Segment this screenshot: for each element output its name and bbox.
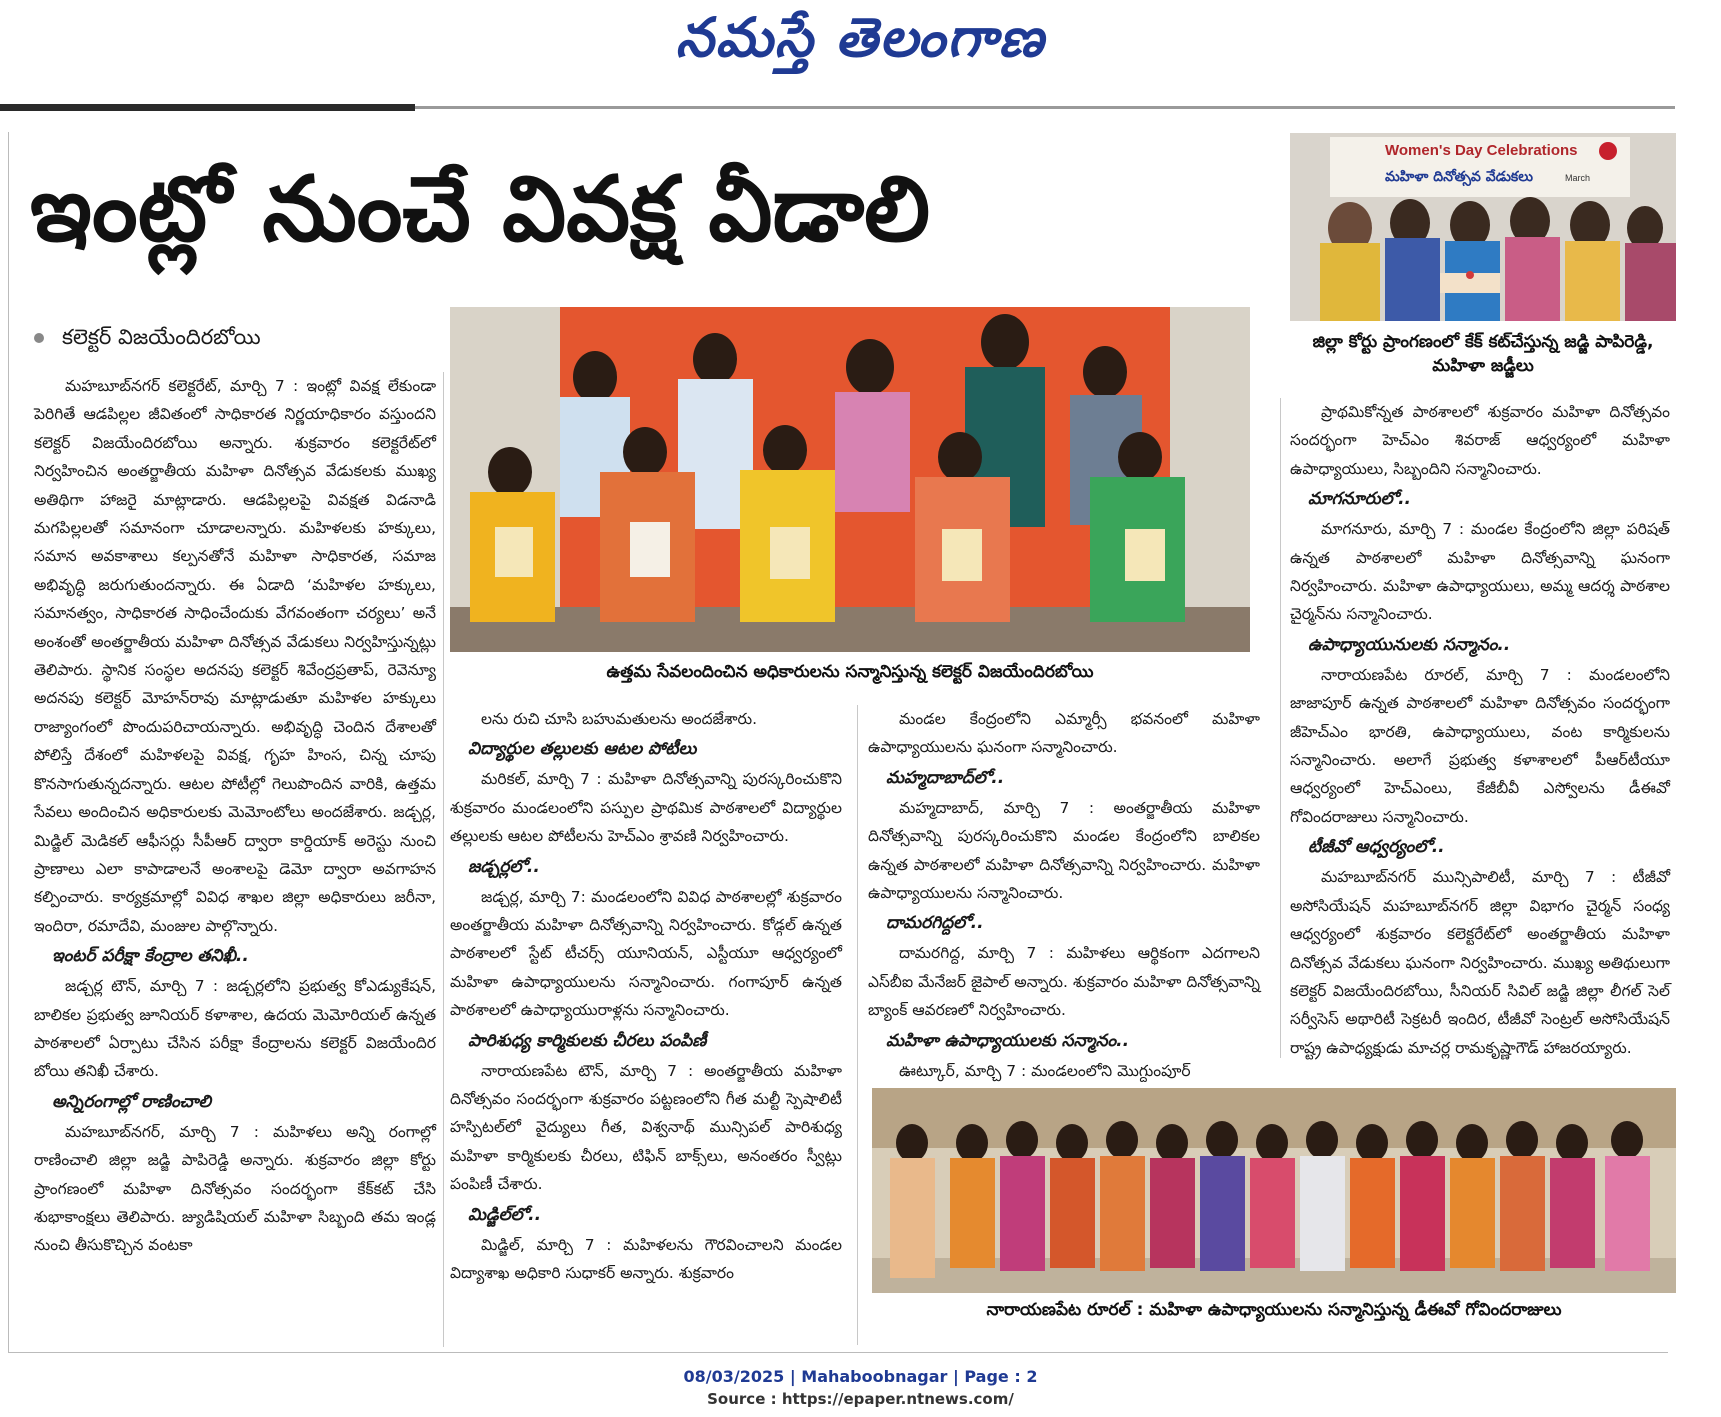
subheading: జడ్చర్లలో.. bbox=[468, 856, 540, 877]
paragraph: దామరగిద్ద, మార్చి 7 : మహిళలు ఆర్థికంగా ఎదగాలని ఎస్‌బీఐ మేనేజర్ జైపాల్ అన్నారు. శుక్రవారం మహిళా దినోత్సవాన్ని బ్యాంక్ ఆవరణలో నిర్వహించారు. bbox=[868, 944, 1260, 1020]
photo-banner-title: Women's Day Celebrations bbox=[1385, 142, 1578, 159]
photo-cake-cutting-image bbox=[1290, 133, 1676, 321]
photo-banner-date: March bbox=[1565, 173, 1591, 183]
photo-cake-cutting-caption bbox=[1290, 330, 1676, 378]
photo-teachers-group-caption bbox=[872, 1300, 1676, 1324]
subheading: టీజీవో ఆధ్వర్యంలో.. bbox=[1308, 837, 1445, 858]
photo-teachers-group-image bbox=[872, 1088, 1676, 1293]
source-link[interactable]: Source : https://epaper.ntnews.com/ bbox=[707, 1390, 1014, 1408]
masthead-rule-thick bbox=[0, 104, 415, 111]
photo-felicitation bbox=[450, 307, 1250, 652]
subheading: అన్నిరంగాల్లో రాణించాలి bbox=[52, 1091, 211, 1112]
photo-cake-cutting bbox=[1290, 133, 1676, 321]
caption-text: ఉత్తమ సేవలందించిన అధికారులను సన్మానిస్తున్న కలెక్టర్ విజయేందిరబోయి bbox=[606, 662, 1094, 682]
article-column-3 bbox=[868, 705, 1260, 1080]
paragraph: జడ్చర్ల టౌన్, మార్చి 7 : జడ్చర్లలోని ప్రభుత్వ కోఎడ్యుకేషన్, బాలికల ప్రభుత్వ జూనియర్ కళాశాల, ఉదయ మెమోరియల్ ఉన్నత పాఠశాలలో ఏర్పాటు చేసిన పరీక్షా కేంద్రాలను కలెక్టర్ విజయేందిర బోయి తనిఖీ చేశారు. bbox=[34, 977, 436, 1081]
byline-text: కలెక్టర్ విజయేందిరబోయి bbox=[62, 325, 261, 349]
column-divider bbox=[443, 372, 444, 1347]
paragraph: నారాయణపేట రూరల్, మార్చి 7 : మండలంలోని జాజాపూర్ ఉన్నత పాఠశాలలో మహిళా దినోత్సవం సందర్భంగా జీహెచ్‌ఎం భారతి, ఉపాధ్యాయులు, వంట కార్మికులను సన్మానించారు. అలాగే ప్రభుత్వ కళాశాలలో పీఆర్‌టీయూ ఆధ్వర్యంలో హెచ్‌ఎంలు, కేజీబీవీ ఎస్వోలను డీఈవో గోవిందరాజులు సన్మానించారు. bbox=[1290, 665, 1670, 826]
subheading: మహిళా ఉపాధ్యాయులకు సన్మానం.. bbox=[886, 1030, 1130, 1051]
caption-text: నారాయణపేట రూరల్ : మహిళా ఉపాధ్యాయులను సన్మానిస్తున్న డీఈవో గోవిందరాజులు bbox=[986, 1300, 1562, 1320]
paragraph: మహ్మదాబాద్, మార్చి 7 : అంతర్జాతీయ మహిళా దినోత్సవాన్ని పురస్కరించుకొని మండల కేంద్రంలోని బాలికల ఉన్నత పాఠశాలలో మహిళా దినోత్సవాన్ని నిర్వహించారు. మహిళా ఉపాధ్యాయులను సన్మానించారు. bbox=[868, 798, 1260, 903]
page-border-left bbox=[8, 132, 9, 1352]
article-column-1 bbox=[34, 372, 436, 1342]
paragraph: మహబూబ్‌నగర్ కలెక్టరేట్, మార్చి 7 : ఇంట్లో వివక్ష లేకుండా పెరిగితే ఆడపిల్లల జీవితంలో సాధికారత నిర్ణయాధికారం వస్తుందని కలెక్టర్ విజయేందిరబోయి అన్నారు. శుక్రవారం కలెక్టరేట్‌లో నిర్వహించిన అంతర్జాతీయ మహిళా దినోత్సవ వేడుకలకు ముఖ్య అతిథిగా హాజరై మాట్లాడారు. ఆడపిల్లలపై వివక్షత విడనాడి మగపిల్లలతో సమానంగా చూడాలన్నారు. మహిళలకు హక్కులు, సమాన అవకాశాలు కల్పనతోనే మహిళా సాధికారత, సమాజ అభివృద్ధి జరుగుతుందన్నారు. ఈ ఏడాది ‘మహిళల హక్కులు, సమానత్వం, సాధికారత సాధించేందుకు వేగవంతంగా చర్యలు’ అనే అంశంతో అంతర్జాతీయ మహిళా దినోత్సవ వేడుకలు నిర్వహిస్తున్నట్లు తెలిపారు. స్థానిక సంస్థల అదనపు కలెక్టర్ శివేంద్రప్రతాప్, రెవెన్యూ అదనపు కలెక్టర్ మోహన్‌రావు మాట్లాడుతూ మహిళల హక్కులు రాజ్యాంగంలో పొందుపరిచాయన్నారు. అభివృద్ధి చెందిన దేశాలతో పోలిస్తే దేశంలో మహిళలపై వివక్ష, గృహ హింస, చిన్న చూపు కొనసాగుతున్నదన్నారు. ఆటల పోటీల్లో గెలుపొందిన వారికి, ఉత్తమ సేవలు అందించిన అధికారులకు మెమోంటోలు అందజేశారు. జడ్చర్ల, మిడ్జిల్ మెడికల్ ఆఫీసర్లు సీపీఆర్ ద్వారా కార్డియాక్ అరెస్టు నుంచి ప్రాణాలు ఎలా కాపాడాలనే అంశాలపై డెమో ద్వారా అవగాహన కల్పించారు. కార్యక్రమాల్లో వివిధ శాఖల జిల్లా అధికారులు జరీనా, ఇందిరా, రమాదేవి, మంజుల పాల్గొన్నారు. bbox=[34, 377, 436, 935]
paragraph: మహబూబ్‌నగర్ మున్సిపాలిటీ, మార్చి 7 : టీజీవో అసోసియేషన్ మహబూబ్‌నగర్ జిల్లా విభాగం చైర్మన్ సంధ్య ఆధ్వర్యంలో శుక్రవారం కలెక్టరేట్‌లో అంతర్జాతీయ మహిళా దినోత్సవ వేడుకలు ఘనంగా నిర్వహించారు. ముఖ్య అతిథులుగా కలెక్టర్ విజయేందిరబోయి, సీనియర్ సివిల్ జడ్జి జిల్లా లీగల్ సెల్ సర్వీసెస్ అథారిటీ సెక్రటరీ ఇందిర, టీజీవో సెంట్రల్ అసోసియేషన్ రాష్ట్ర ఉపాధ్యక్షుడు మాచర్ల రామకృష్ణాగౌడ్ హాజరయ్యారు. bbox=[1290, 868, 1670, 1057]
article-column-4 bbox=[1290, 398, 1670, 1058]
article-column-2 bbox=[450, 705, 842, 1345]
masthead bbox=[0, 0, 1721, 100]
subheading: దామరగిద్దలో.. bbox=[886, 913, 984, 934]
paragraph: ప్రాథమికోన్నత పాఠశాలలో శుక్రవారం మహిళా దినోత్సవం సందర్భంగా హెచ్‌ఎం శివరాజ్ ఆధ్వర్యంలో మహిళా ఉపాధ్యాయులు, సిబ్బందిని సన్మానించారు. bbox=[1290, 403, 1670, 478]
caption-text: జిల్లా కోర్టు ప్రాంగణంలో కేక్ కట్‌చేస్తున్న జడ్జి పాపిరెడ్డి, మహిళా జడ్జీలు bbox=[1312, 332, 1654, 376]
paragraph: నారాయణపేట టౌన్, మార్చి 7 : అంతర్జాతీయ మహిళా దినోత్సవం సందర్భంగా శుక్రవారం పట్టణంలోని గీత మల్టీ స్పెషాలిటీ హస్పిటల్‌లో వైద్యులు గీత, విశ్వనాథ్ మున్సిపల్ పారిశుధ్య మహిళా కార్మికులకు చీరలు, టిఫిన్ బాక్స్‌లు, అనంతరం స్వీట్లు పంపిణీ చేశారు. bbox=[450, 1061, 842, 1194]
byline bbox=[34, 325, 261, 355]
column-divider bbox=[1280, 398, 1281, 1058]
subheading: విద్యార్థుల తల్లులకు ఆటల పోటీలు bbox=[468, 739, 697, 760]
photo-teachers-group bbox=[872, 1088, 1676, 1293]
paragraph: లను రుచి చూసి బహుమతులను అందజేశారు. bbox=[481, 710, 758, 728]
subheading: ఇంటర్ పరీక్షా కేంద్రాల తనిఖీ.. bbox=[52, 946, 249, 967]
subheading: మాగనూరులో.. bbox=[1308, 489, 1412, 510]
paragraph: మాగనూరు, మార్చి 7 : మండల కేంద్రంలోని జిల్లా పరిషత్ ఉన్నత పాఠశాలలో మహిళా దినోత్సవాన్ని ఘనంగా నిర్వహించారు. మహిళా ఉపాధ్యాయులు, అమ్మ ఆదర్శ పాఠశాల చైర్మన్‌ను సన్మానించారు. bbox=[1290, 520, 1670, 624]
subheading: పారిశుధ్య కార్మికులకు చీరలు పంపిణీ bbox=[468, 1030, 707, 1051]
subheading: ఉపాధ్యాయునులకు సన్మానం.. bbox=[1308, 634, 1511, 655]
masthead-rule-thin bbox=[415, 106, 1675, 109]
subheading: మిడ్జిల్‌లో.. bbox=[468, 1204, 542, 1225]
photo-felicitation-caption bbox=[450, 662, 1250, 686]
bullet-icon bbox=[34, 333, 44, 343]
paragraph: మహబూబ్‌నగర్, మార్చి 7 : మహిళలు అన్ని రంగాల్లో రాణించాలి జిల్లా జడ్జి పాపిరెడ్డి అన్నారు. శుక్రవారం జిల్లా కోర్టు ప్రాంగణంలో మహిళా దినోత్సవం సందర్భంగా కేక్‌కట్ చేసి శుభాకాంక్షలు తెలిపారు. జ్యుడిషియల్ మహిళా సిబ్బంది తమ ఇండ్ల నుంచి తీసుకొచ్చిన వంటకా bbox=[34, 1122, 436, 1255]
headline: ఇంట్లో నుంచే వివక్ష వీడాలి bbox=[30, 157, 931, 262]
newspaper-logo: నమస్తే తెలంగాణ bbox=[675, 6, 1046, 69]
column-divider bbox=[857, 705, 858, 1345]
paragraph: మరికల్, మార్చి 7 : మహిళా దినోత్సవాన్ని పురస్కరించుకొని శుక్రవారం మండలంలోని పస్పుల ప్రాథమిక పాఠశాలలో విద్యార్థుల తల్లులకు ఆటల పోటీలను హెచ్‌ఎం శ్రావణి నిర్వహించారు. bbox=[450, 770, 842, 846]
paragraph: మిడ్జిల్, మార్చి 7 : మహిళలను గౌరవించాలని మండల విద్యాశాఖ అధికారి సుధాకర్ అన్నారు. శుక్రవారం bbox=[450, 1235, 842, 1283]
page-border-bottom bbox=[8, 1352, 1668, 1353]
paragraph: ఊట్కూర్, మార్చి 7 : మండలంలోని మొగ్దుంపూర్ bbox=[899, 1061, 1191, 1080]
photo-felicitation-image bbox=[450, 307, 1250, 652]
paragraph: మండల కేంద్రంలోని ఎమ్మార్సీ భవనంలో మహిళా ఉపాధ్యాయులను ఘనంగా సన్మానించారు. bbox=[868, 710, 1260, 757]
edition-info: 08/03/2025 | Mahaboobnagar | Page : 2 bbox=[683, 1367, 1038, 1386]
paragraph: జడ్చర్ల, మార్చి 7: మండలంలోని వివిధ పాఠశాలల్లో శుక్రవారం అంతర్జాతీయ మహిళా దినోత్సవాన్ని నిర్వహించారు. కోడ్గల్ ఉన్నత పాఠశాలలో స్టేట్ టీచర్స్ యూనియన్, ఎస్టీయూ ఆధ్వర్యంలో మహిళా ఉపాధ్యాయులను సన్మానించారు. గంగాపూర్ ఉన్నత పాఠశాలలో ఉపాధ్యాయురాళ్లను సన్మానించారు. bbox=[450, 887, 842, 1020]
subheading: మహ్మదాబాద్‌లో.. bbox=[886, 767, 1005, 788]
photo-banner-sub: మహిళా దినోత్సవ వేడుకలు bbox=[1385, 169, 1533, 185]
